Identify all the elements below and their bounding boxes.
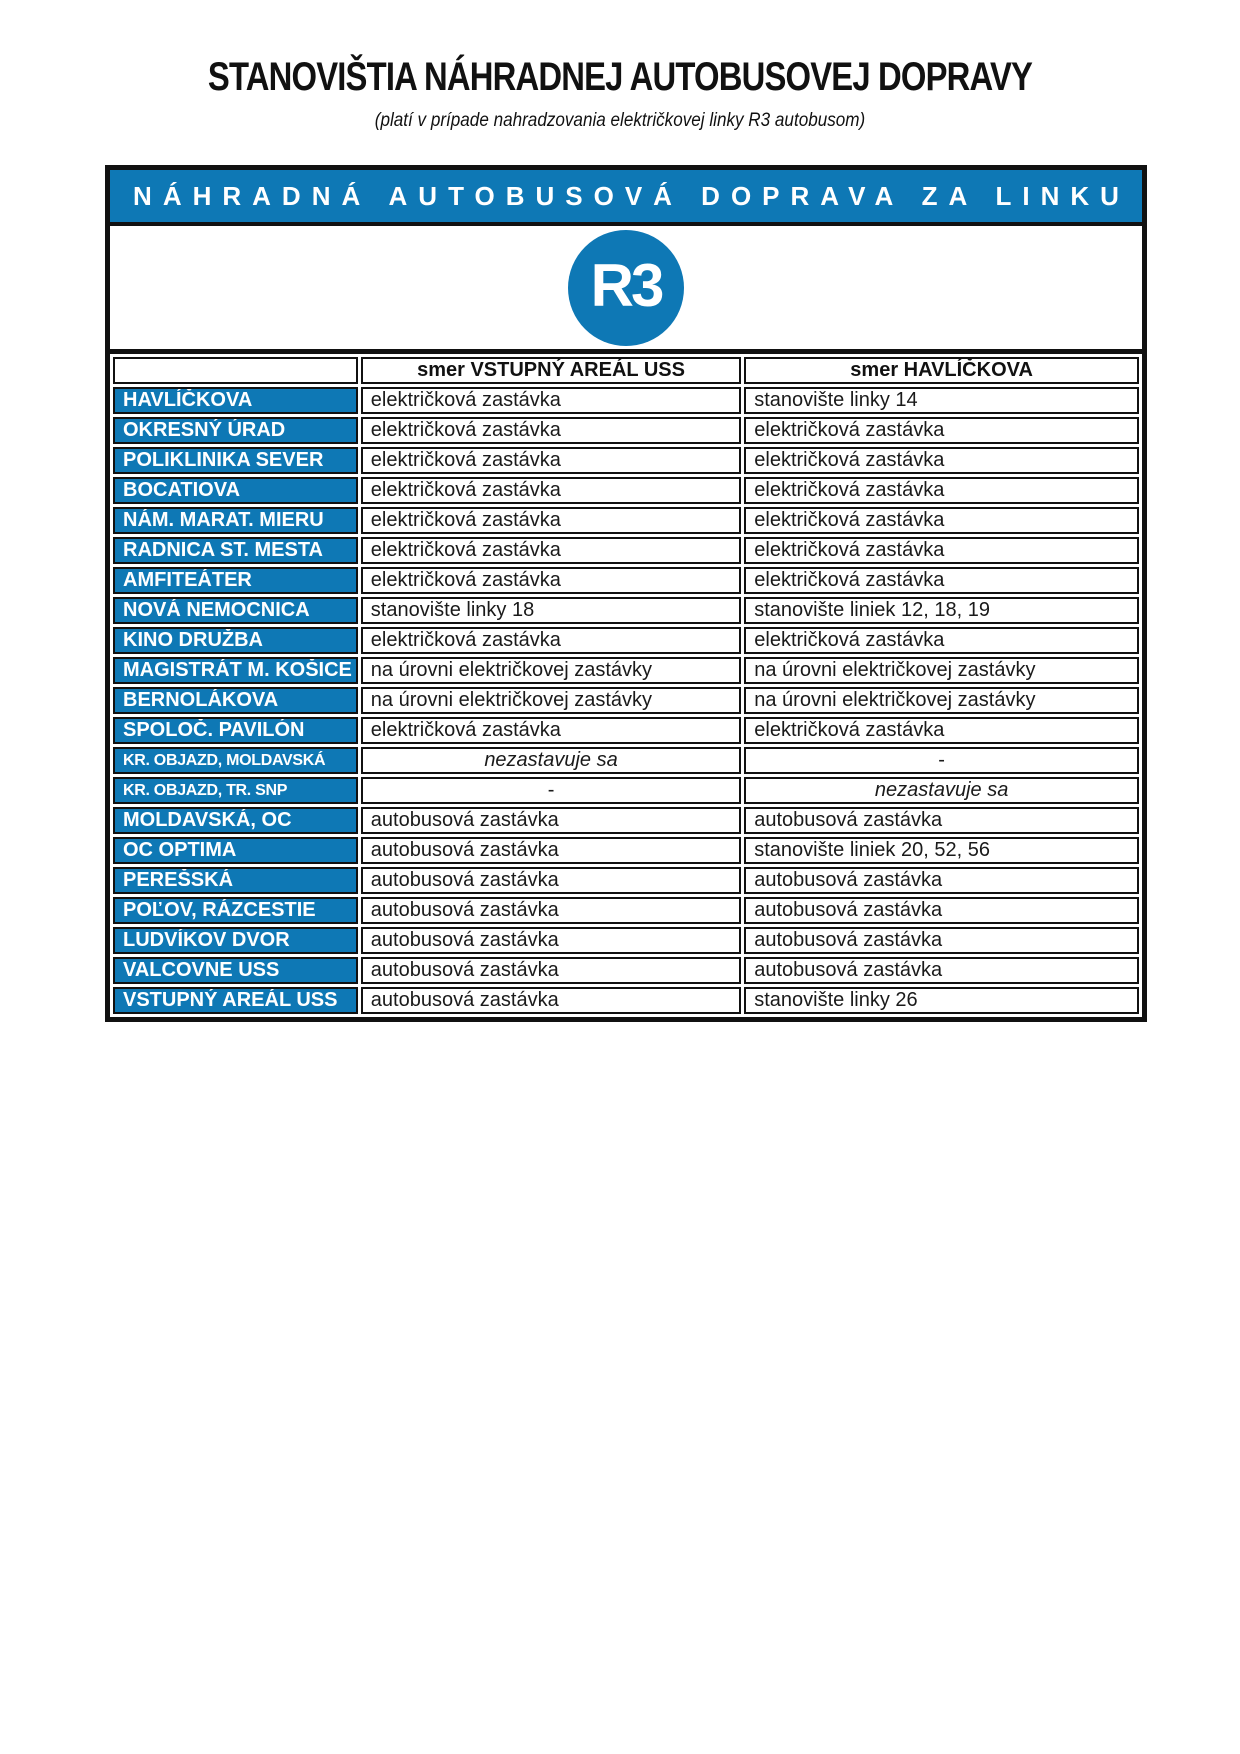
direction1-cell: nezastavuje sa — [361, 747, 741, 774]
direction2-cell: električková zastávka — [744, 537, 1139, 564]
table-row — [113, 747, 1139, 774]
direction2-cell: električková zastávka — [744, 717, 1139, 744]
table-row — [113, 777, 1139, 804]
direction2-cell: električková zastávka — [744, 477, 1139, 504]
direction2-cell: na úrovni električkovej zastávky — [744, 657, 1139, 684]
stop-name-cell: LUDVÍKOV DVOR — [113, 927, 358, 954]
stop-name-cell: SPOLOČ. PAVILÓN — [113, 717, 358, 744]
line-logo-row — [110, 226, 1142, 354]
stop-name-cell: BERNOLÁKOVA — [113, 687, 358, 714]
table-row — [113, 927, 1139, 954]
corner-header-cell — [113, 357, 358, 384]
table-row — [113, 477, 1139, 504]
direction1-cell: autobusová zastávka — [361, 927, 741, 954]
direction1-cell: električková zastávka — [361, 717, 741, 744]
direction1-cell: autobusová zastávka — [361, 837, 741, 864]
stop-name-cell: OC OPTIMA — [113, 837, 358, 864]
direction1-cell: stanovište linky 18 — [361, 597, 741, 624]
direction2-cell: na úrovni električkovej zastávky — [744, 687, 1139, 714]
direction1-cell: električková zastávka — [361, 447, 741, 474]
direction2-cell: stanovište linky 26 — [744, 987, 1139, 1014]
table-row — [113, 837, 1139, 864]
table-row — [113, 657, 1139, 684]
direction2-cell: električková zastávka — [744, 447, 1139, 474]
page-subtitle: (platí v prípade nahradzovania električkovej linky R3 autobusom) — [374, 110, 866, 131]
banner — [110, 170, 1142, 226]
table-row — [113, 717, 1139, 744]
stop-name-cell: OKRESNÝ ÚRAD — [113, 417, 358, 444]
stop-name-cell: KR. OBJAZD, TR. SNP — [113, 777, 358, 804]
stop-name-cell: HAVLÍČKOVA — [113, 387, 358, 414]
table-row — [113, 957, 1139, 984]
direction1-cell: električková zastávka — [361, 387, 741, 414]
stop-name-cell: MAGISTRÁT M. KOŠICE — [113, 657, 358, 684]
page-title: STANOVIŠTIA NÁHRADNEJ AUTOBUSOVEJ DOPRAVY — [207, 55, 1033, 99]
stop-name-cell: VALCOVNE USS — [113, 957, 358, 984]
direction2-cell: električková zastávka — [744, 567, 1139, 594]
direction2-cell: električková zastávka — [744, 627, 1139, 654]
table-row — [113, 867, 1139, 894]
stop-name-cell: BOCATIOVA — [113, 477, 358, 504]
direction2-cell: stanovište liniek 20, 52, 56 — [744, 837, 1139, 864]
direction1-cell: električková zastávka — [361, 507, 741, 534]
stop-name-cell: KR. OBJAZD, MOLDAVSKÁ — [113, 747, 358, 774]
table-row — [113, 387, 1139, 414]
direction1-header-cell: smer VSTUPNÝ AREÁL USS — [361, 357, 741, 384]
direction2-header-cell: smer HAVLÍČKOVA — [744, 357, 1139, 384]
direction2-cell: autobusová zastávka — [744, 927, 1139, 954]
stop-name-cell: NÁM. MARAT. MIERU — [113, 507, 358, 534]
direction2-cell: električková zastávka — [744, 507, 1139, 534]
stop-name-cell: NOVÁ NEMOCNICA — [113, 597, 358, 624]
stop-name-cell: VSTUPNÝ AREÁL USS — [113, 987, 358, 1014]
table-row — [113, 537, 1139, 564]
direction2-cell: - — [744, 747, 1139, 774]
table-row — [113, 567, 1139, 594]
notice-frame — [105, 165, 1147, 1022]
banner-heading: NÁHRADNÁ AUTOBUSOVÁ DOPRAVA ZA LINKU — [133, 180, 1130, 211]
direction1-cell: autobusová zastávka — [361, 987, 741, 1014]
table-row — [113, 687, 1139, 714]
table-row — [113, 597, 1139, 624]
direction1-cell: električková zastávka — [361, 537, 741, 564]
table-row — [113, 447, 1139, 474]
direction1-cell: - — [361, 777, 741, 804]
stop-name-cell: MOLDAVSKÁ, OC — [113, 807, 358, 834]
direction1-cell: električková zastávka — [361, 477, 741, 504]
direction1-cell: na úrovni električkovej zastávky — [361, 687, 741, 714]
direction1-cell: autobusová zastávka — [361, 867, 741, 894]
table-row — [113, 807, 1139, 834]
direction1-cell: na úrovni električkovej zastávky — [361, 657, 741, 684]
stop-name-cell: RADNICA ST. MESTA — [113, 537, 358, 564]
stop-name-cell: KINO DRUŽBA — [113, 627, 358, 654]
direction2-cell: autobusová zastávka — [744, 867, 1139, 894]
direction2-cell: nezastavuje sa — [744, 777, 1139, 804]
direction2-cell: autobusová zastávka — [744, 807, 1139, 834]
table-header-row — [113, 357, 1139, 384]
direction1-cell: električková zastávka — [361, 417, 741, 444]
line-r3-badge-icon — [568, 230, 684, 346]
direction1-cell: električková zastávka — [361, 627, 741, 654]
stop-name-cell: PEREŠSKÁ — [113, 867, 358, 894]
direction1-cell: autobusová zastávka — [361, 957, 741, 984]
direction2-cell: autobusová zastávka — [744, 897, 1139, 924]
stops-table — [110, 354, 1142, 1017]
stops-table-body — [113, 387, 1139, 1014]
stop-name-cell: POĽOV, RÁZCESTIE — [113, 897, 358, 924]
table-row — [113, 897, 1139, 924]
direction2-cell: autobusová zastávka — [744, 957, 1139, 984]
direction1-cell: električková zastávka — [361, 567, 741, 594]
direction2-cell: stanovište linky 14 — [744, 387, 1139, 414]
direction2-cell: stanovište liniek 12, 18, 19 — [744, 597, 1139, 624]
table-row — [113, 627, 1139, 654]
table-row — [113, 507, 1139, 534]
table-row — [113, 417, 1139, 444]
table-row — [113, 987, 1139, 1014]
direction1-cell: autobusová zastávka — [361, 807, 741, 834]
stop-name-cell: POLIKLINIKA SEVER — [113, 447, 358, 474]
line-badge-label: R3 — [590, 252, 662, 319]
direction2-cell: električková zastávka — [744, 417, 1139, 444]
direction1-cell: autobusová zastávka — [361, 897, 741, 924]
stop-name-cell: AMFITEÁTER — [113, 567, 358, 594]
